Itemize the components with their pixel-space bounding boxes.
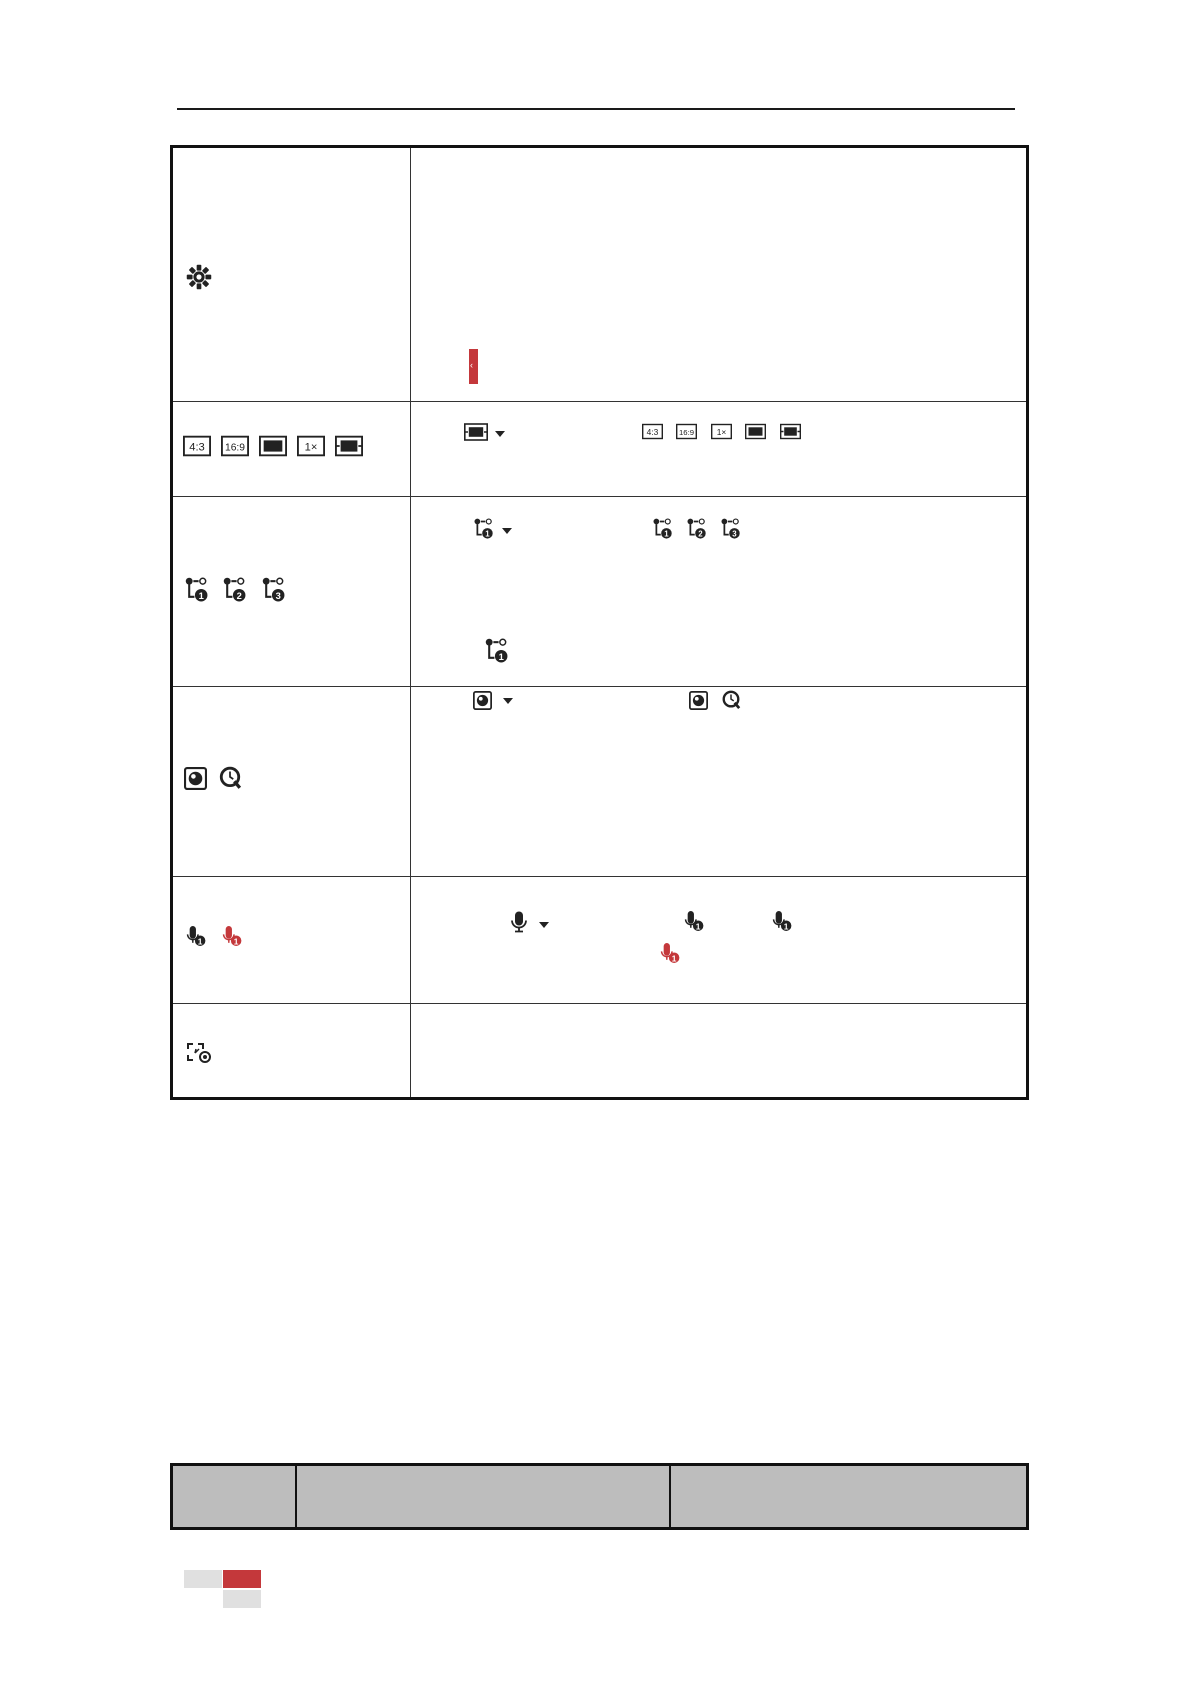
audio-1-icon <box>772 910 794 932</box>
fit-window-icon <box>335 435 363 457</box>
icon-cell <box>172 1004 411 1099</box>
svg-text:1×: 1× <box>304 441 318 454</box>
icon-cell <box>172 497 411 687</box>
svg-text:2: 2 <box>236 590 242 601</box>
dropdown-arrow-icon <box>539 922 549 928</box>
stream-1-icon <box>652 518 673 539</box>
grey-header-cell <box>670 1465 1028 1529</box>
svg-text:4:3: 4:3 <box>189 441 205 454</box>
quicktime-icon <box>721 690 741 710</box>
stream-1-icon <box>484 638 509 663</box>
svg-text:1: 1 <box>783 921 789 932</box>
icon-cell <box>172 877 411 1004</box>
stream-3-icon <box>261 577 286 602</box>
icon-cell <box>172 687 411 877</box>
table-row-aspect-ratio <box>172 402 1028 497</box>
stream-1-icon <box>184 577 209 602</box>
webcomponent-icon <box>473 691 492 710</box>
description-cell <box>411 402 1028 497</box>
webcomponent-icon <box>184 767 207 790</box>
svg-text:3: 3 <box>275 590 281 601</box>
table-row-privacy <box>172 1004 1028 1099</box>
description-cell <box>411 1004 1028 1099</box>
audio-1-icon <box>684 910 706 932</box>
svg-text:16:9: 16:9 <box>225 442 245 454</box>
svg-text:3: 3 <box>732 529 737 539</box>
svg-text:1: 1 <box>233 936 239 947</box>
webcomponent-icon <box>689 691 708 710</box>
grey-header-cell <box>172 1465 297 1529</box>
stream-1-icon <box>473 518 494 539</box>
table-row-stream-type <box>172 497 1028 687</box>
red-collapse-tab-icon: ‹ <box>469 349 478 384</box>
ratio-16-9-icon <box>676 423 697 440</box>
grey-header-cell <box>296 1465 670 1529</box>
auto-1x-icon <box>711 423 732 440</box>
privacy-view-icon <box>186 1042 213 1064</box>
footer-decor-red <box>223 1570 261 1588</box>
svg-text:2: 2 <box>698 529 703 539</box>
icon-description-table <box>170 145 1029 1100</box>
icon-cell <box>172 402 411 497</box>
svg-text:1: 1 <box>198 590 204 601</box>
header-rule <box>177 108 1015 110</box>
table-row-plugin <box>172 687 1028 877</box>
svg-text:1×: 1× <box>716 427 727 437</box>
table-row <box>172 1465 1028 1529</box>
svg-text:16:9: 16:9 <box>679 428 694 437</box>
description-cell <box>411 687 1028 877</box>
microphone-icon <box>509 910 529 934</box>
ratio-4-3-icon <box>183 435 211 457</box>
ratio-16-9-icon <box>221 435 249 457</box>
svg-text:1: 1 <box>197 936 203 947</box>
description-cell <box>411 877 1028 1004</box>
description-cell <box>411 147 1028 402</box>
original-size-icon <box>745 423 766 440</box>
stream-2-icon <box>222 577 247 602</box>
description-cell <box>411 497 1028 687</box>
icon-cell <box>172 147 411 402</box>
ratio-4-3-icon <box>642 423 663 440</box>
audio-1-icon <box>186 925 208 947</box>
original-size-icon <box>259 435 287 457</box>
dropdown-arrow-icon <box>502 528 512 534</box>
quicktime-icon <box>218 766 242 790</box>
grey-header-table <box>170 1463 1029 1530</box>
audio-1-active-icon <box>660 942 682 964</box>
auto-1x-icon <box>297 435 325 457</box>
dropdown-arrow-icon <box>503 698 513 704</box>
table-row-two-way-audio <box>172 877 1028 1004</box>
stream-3-icon <box>720 518 741 539</box>
svg-text:1: 1 <box>664 529 669 539</box>
fit-window-icon <box>464 422 488 442</box>
svg-text:1: 1 <box>671 953 677 964</box>
dropdown-arrow-icon <box>495 431 505 437</box>
footer-decor-light <box>184 1570 222 1588</box>
gear-icon <box>185 263 213 291</box>
svg-text:1: 1 <box>485 529 490 539</box>
table-row-settings <box>172 147 1028 402</box>
svg-text:1: 1 <box>695 921 701 932</box>
stream-2-icon <box>686 518 707 539</box>
footer-decor-light <box>223 1590 261 1608</box>
svg-text:1: 1 <box>498 651 504 662</box>
fit-window-icon <box>780 423 801 440</box>
audio-1-active-icon <box>222 925 244 947</box>
svg-text:4:3: 4:3 <box>646 427 659 437</box>
